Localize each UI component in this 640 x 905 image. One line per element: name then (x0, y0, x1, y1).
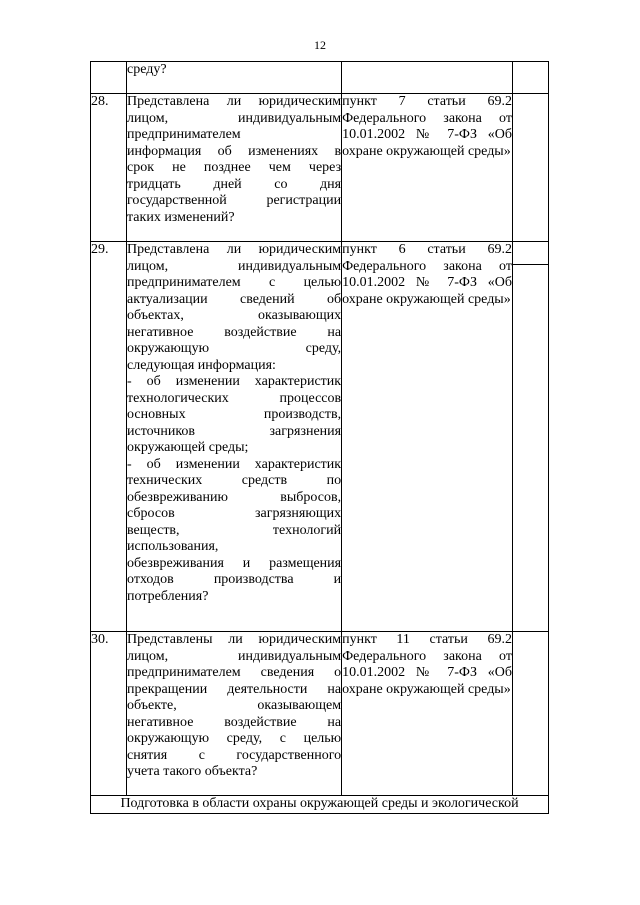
question-line: - об изменении характеристик (127, 374, 342, 389)
section-heading: Подготовка в области охраны окружающей среды и экологической (91, 796, 549, 814)
question-line: лицом, индивидуальным (127, 648, 342, 664)
question-line: негативное воздействие на (127, 324, 342, 340)
question-line: использования, (127, 539, 219, 554)
table-row (91, 242, 549, 632)
question-line: негативное воздействие на (127, 714, 342, 730)
answer-cell (512, 242, 548, 632)
question-line: отходов производства и (127, 572, 342, 587)
question-cell (127, 242, 342, 632)
question-line: снятия с государственного (127, 747, 342, 763)
question-line: предпринимателем сведения о (127, 665, 342, 680)
question-line: обезвреживания и размещения (127, 555, 342, 571)
question-line: - об изменении характеристик (127, 456, 342, 472)
law-reference-cell (342, 62, 513, 94)
question-line: технических средств по (127, 473, 342, 488)
table-row (91, 94, 549, 242)
answer-cell (512, 62, 548, 94)
question-line: Представлена ли юридическим (127, 242, 342, 257)
question-line: прекращении деятельности на (127, 681, 342, 697)
question-line: источников загрязнения (127, 423, 342, 439)
law-reference-cell: пункт 7 статьи 69.2 Федерального закона от 10.01.2002 № 7-ФЗ «Об охране окружающей среды» (342, 94, 513, 242)
question-line: окружающей среды; (127, 440, 249, 455)
table-row (91, 62, 549, 94)
question-line: срок не позднее чем через (127, 160, 342, 175)
question-line: актуализации сведений об (127, 291, 342, 307)
question-line: объекте, оказывающем (127, 698, 342, 713)
page-number: 12 (314, 38, 326, 52)
question-line: сбросов загрязняющих (127, 506, 342, 521)
question-line: предпринимателем с целью (127, 275, 342, 290)
question-line: информация об изменениях в (127, 143, 342, 159)
question-line: среду? (127, 62, 167, 77)
question-cell (127, 94, 342, 242)
row-number: 28. (91, 94, 127, 242)
question-cell (127, 62, 342, 94)
question-line: объектах, оказывающих (127, 308, 342, 323)
table-row (91, 632, 549, 796)
question-line: предпринимателем (127, 127, 241, 142)
question-line: тридцать дней со дня (127, 176, 342, 192)
question-line: основных производств, (127, 407, 342, 422)
question-line: учета такого объекта? (127, 764, 258, 779)
row-number: 30. (91, 632, 127, 796)
question-line: таких изменений? (127, 209, 235, 225)
question-line: следующая информация: (127, 357, 276, 373)
question-line: обезвреживанию выбросов, (127, 489, 342, 505)
question-line: потребления? (127, 588, 209, 604)
question-line: Представлены ли юридическим (127, 632, 342, 647)
question-cell (127, 632, 342, 796)
question-line: Представлена ли юридическим (127, 94, 342, 109)
law-reference-cell: пункт 11 статьи 69.2 Федерального закона от 10.01.2002 № 7-ФЗ «Об охране окружающей среды» (342, 632, 513, 796)
row-number (91, 62, 127, 94)
question-line: лицом, индивидуальным (127, 110, 342, 126)
question-line: технологических процессов (127, 390, 342, 406)
checklist-table (90, 61, 549, 814)
section-heading-row (91, 796, 549, 814)
answer-divider (513, 264, 548, 265)
row-number: 29. (91, 242, 127, 632)
question-line: окружающую среду, с целью (127, 731, 342, 746)
answer-cell (512, 632, 548, 796)
question-line: лицом, индивидуальным (127, 258, 342, 274)
answer-cell (512, 94, 548, 242)
question-line: государственной регистрации (127, 193, 342, 208)
checklist-table-body (91, 62, 549, 814)
question-line: окружающую среду, (127, 341, 342, 356)
law-reference-cell: пункт 6 статьи 69.2 Федерального закона от 10.01.2002 № 7-ФЗ «Об охране окружающей среды» (342, 242, 513, 632)
question-line: веществ, технологий (127, 522, 342, 538)
